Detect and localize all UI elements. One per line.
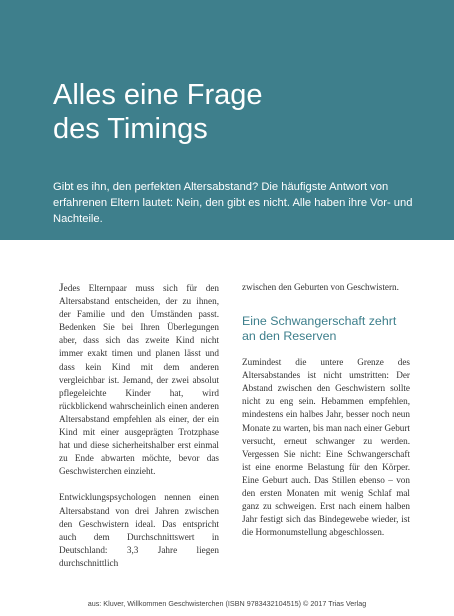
left-paragraph-1 (59, 281, 219, 478)
title-line-1: Alles eine Frage (53, 79, 263, 111)
title-line-2: des Timings (53, 113, 208, 145)
lead-paragraph: Gibt es ihn, den perfekten Altersabstand? Die häufigste Antwort von erfahrenen Eltern lautet: Nein, den gibt es nicht. Alle haben ihre Vor- und Nachteile. (53, 181, 413, 225)
right-column (242, 281, 410, 552)
section-subheading (242, 314, 410, 344)
right-paragraph-1: Zumindest die untere Grenze des Altersabstandes ist nicht umstritten: Der Abstand zwischen den Geschwistern sollte nicht zu eng sein. Hebammen empfehlen, mindestens ein halbes Jahr, besser noch neun Monate zu warten, bis man nach einer Geburt versucht, erneut schwanger zu werden. Vergessen Sie nicht: Eine Schwangerschaft ist eine enorme Belastung für den Körper. Eine Geburt auch. Das Stillen ebenso – von den ersten Monaten mit wenig Schlaf mal ganz zu schweigen. Erst nach einem halben Jahr festigt sich das Bindegewebe wieder, ist die Hormonumstellung abgeschlossen. (242, 357, 410, 538)
drop-cap: J (59, 280, 64, 294)
left-paragraph-2: Entwicklungspsychologen nennen einen Altersabstand von drei Jahren zwischen den Geschwistern ideal. Das entspricht auch dem Durchschnittswert in Deutschland: 3,3 Jahre liegen durchschnittlich (59, 492, 219, 568)
source-footer: aus: Kluver, Willkommen Geschwisterchen (ISBN 9783432104515) © 2017 Trias Verlag (87, 599, 367, 608)
header-banner (0, 0, 454, 240)
left-column (59, 281, 219, 583)
page-title (53, 78, 433, 146)
subhead-line-2: an den Reserven (242, 329, 337, 344)
subhead-line-1: Eine Schwangerschaft zehrt (242, 314, 397, 329)
left-paragraph-1-text: edes Elternpaar muss sich für den Altersabstand entscheiden, der zu ihnen, der Familie und den Umständen passt. Bedenken Sie bei Ihren Überlegungen aber, dass sich das zweite Kind nicht immer exakt timen und planen lässt und dass kein Kind mit dem anderen vergleichbar ist. Jemand, der zwei absolut pflegeleichte Kinder hat, wird rückblickend wahrscheinlich einen anderen Altersabstand empfehlen als einer, der ein Kind mit einer ausgeprägten Trotzphase hat und diese sicherheitshalber erst einmal zu Ende abwarten möchte, bevor das Geschwisterchen einzieht. (59, 283, 219, 477)
right-paragraph-0: zwischen den Geburten von Geschwistern. (242, 282, 399, 292)
